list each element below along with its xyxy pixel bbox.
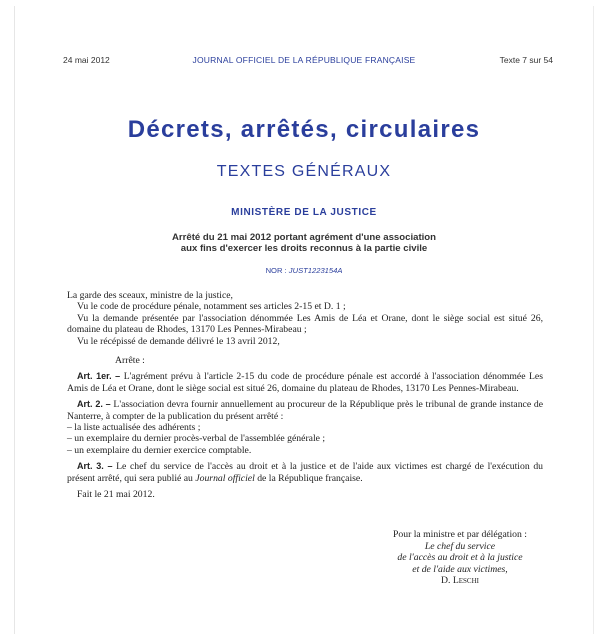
- article-text: L'agrément prévu à l'article 2-15 du code de procédure pénale est accordé à l'association dénommée Les Amis de Léa et Orane, dont le siège social est situé 26, domaine du plateau de Rhodes, 13170 Les Pennes-Mirabeau.: [67, 371, 544, 394]
- article-text: Le chef du service de l'accès au droit et à la justice et de l'aide aux victimes est chargé de l'exécution du présent arrêté, qui sera publié au: [67, 461, 544, 484]
- arrete-label: Arrête :: [115, 355, 145, 367]
- document-page: [14, 6, 594, 634]
- preamble-line: Vu le code de procédure pénale, notamment ses articles 2-15 et D. 1 ;: [77, 301, 346, 313]
- nor-value: JUST1223154A: [288, 266, 343, 275]
- article-number: Art. 2. –: [77, 399, 111, 410]
- decree-body: [67, 290, 543, 501]
- header-date: 24 mai 2012: [63, 55, 110, 65]
- page-header: [15, 55, 593, 69]
- preamble-line: Vu la demande présentée par l'association dénommée Les Amis de Léa et Orane, dont le siège social est situé 26, domaine du plateau de Rhodes, 13170 Les Pennes-Mirabeau ;: [67, 312, 543, 336]
- signature-line: de l'accès au droit et à la justice: [397, 552, 523, 564]
- decree-title-line-2: aux fins d'exercer les droits reconnus à la partie civile: [180, 243, 428, 254]
- article-text: de la République française.: [257, 472, 363, 484]
- nor-reference: [15, 266, 593, 275]
- section-title: TEXTES GÉNÉRAUX: [216, 163, 392, 180]
- article-text-italic: Journal officiel: [195, 472, 255, 484]
- signatory-name: D. Leschi: [441, 575, 479, 587]
- decree-title: [15, 232, 593, 254]
- signature-block: [355, 529, 565, 587]
- article-number: Art. 3. –: [77, 461, 113, 472]
- article-3: [67, 461, 543, 484]
- list-item: – un exemplaire du dernier procès-verbal de l'assemblée générale ;: [67, 433, 326, 445]
- article-2: [67, 399, 543, 422]
- article-number: Art. 1er. –: [77, 371, 121, 382]
- preamble-line: La garde des sceaux, ministre de la justice,: [67, 290, 233, 301]
- article-text: L'association devra fournir annuellement au procureur de la République près le tribunal de grande instance de Nanterre, à compter de la publication du présent arrêté :: [67, 399, 544, 422]
- list-item: – un exemplaire du dernier exercice comptable.: [67, 444, 252, 456]
- header-text-number: Texte 7 sur 54: [499, 55, 553, 65]
- signature-line: Le chef du service: [424, 540, 496, 552]
- main-title: Décrets, arrêtés, circulaires: [127, 116, 481, 143]
- done-date: Fait le 21 mai 2012.: [77, 489, 155, 501]
- signature-line: et de l'aide aux victimes,: [412, 563, 508, 575]
- header-journal-title: JOURNAL OFFICIEL DE LA RÉPUBLIQUE FRANÇAISE: [192, 55, 416, 65]
- signature-line: Pour la ministre et par délégation :: [393, 529, 527, 540]
- list-item: – la liste actualisée des adhérents ;: [67, 422, 201, 434]
- ministry-title: MINISTÈRE DE LA JUSTICE: [231, 207, 377, 218]
- decree-title-line-1: Arrêté du 21 mai 2012 portant agrément d'une association: [171, 232, 437, 243]
- article-1: [67, 371, 543, 394]
- preamble-line: Vu le récépissé de demande délivré le 13 avril 2012,: [77, 335, 280, 347]
- nor-label: NOR :: [265, 266, 287, 275]
